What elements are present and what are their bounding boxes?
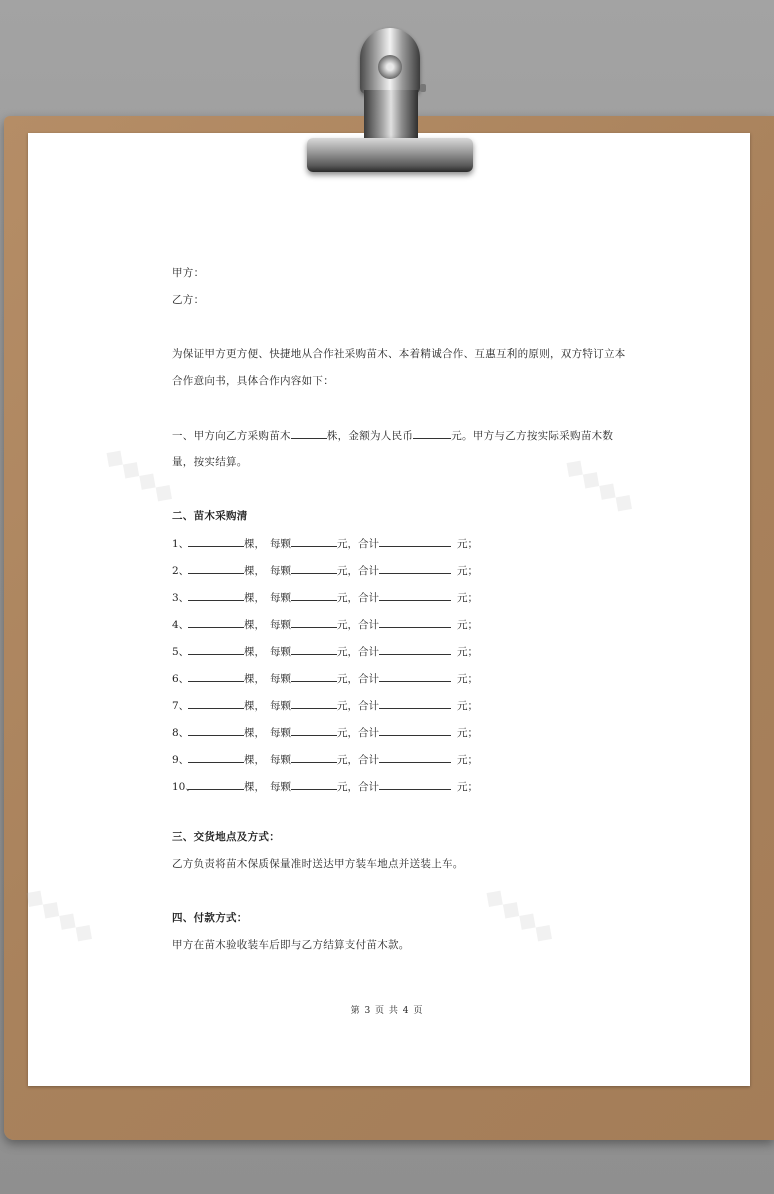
- list-item: [172, 751, 478, 767]
- each-label: 每颗: [270, 700, 291, 712]
- watermark: ◆◆◆◆: [98, 439, 182, 511]
- unit-label: 棵，: [244, 646, 265, 658]
- section-1-text-b: 株，金额为人民币: [326, 430, 414, 442]
- list-item-number: 6、: [172, 673, 190, 685]
- total-blank: [379, 643, 451, 655]
- unit-label: 棵，: [244, 619, 265, 631]
- intro-line-1: 为保证甲方更方便、快捷地从合作社采购苗木、本着精诚合作、互惠互利的原则，双方特订立本: [172, 348, 626, 360]
- unit-label: 棵，: [244, 565, 265, 577]
- each-label: 每颗: [270, 646, 291, 658]
- quantity-blank: [188, 751, 244, 763]
- quantity-blank: [291, 427, 327, 439]
- list-item-number: 1、: [172, 538, 190, 550]
- unit-label: 棵，: [244, 754, 265, 766]
- list-item: [172, 616, 478, 632]
- end-label: 元；: [457, 619, 478, 631]
- section-1-text-c: 元。甲方与乙方按实际采购苗木数: [451, 430, 614, 442]
- unit-label: 棵，: [244, 592, 265, 604]
- quantity-blank: [188, 616, 244, 628]
- list-item: [172, 562, 478, 578]
- total-label: 元，合计: [337, 673, 379, 685]
- list-item: [172, 724, 478, 740]
- quantity-blank: [188, 535, 244, 547]
- unit-price-blank: [291, 562, 337, 574]
- section-4-text: 甲方在苗木验收装车后即与乙方结算支付苗木款。: [172, 939, 410, 951]
- end-label: 元；: [457, 727, 478, 739]
- list-item-number: 8、: [172, 727, 190, 739]
- end-label: 元；: [457, 646, 478, 658]
- list-item-number: 2、: [172, 565, 190, 577]
- end-label: 元；: [457, 781, 478, 793]
- section-1-text-a: 一、甲方向乙方采购苗木: [172, 430, 291, 442]
- unit-price-blank: [291, 589, 337, 601]
- total-blank: [379, 697, 451, 709]
- total-blank: [379, 589, 451, 601]
- list-item: [172, 697, 478, 713]
- unit-price-blank: [291, 724, 337, 736]
- amount-blank: [413, 427, 451, 439]
- total-label: 元，合计: [337, 538, 379, 550]
- total-label: 元，合计: [337, 700, 379, 712]
- total-label: 元，合计: [337, 619, 379, 631]
- each-label: 每颗: [270, 565, 291, 577]
- total-blank: [379, 751, 451, 763]
- total-blank: [379, 778, 451, 790]
- list-item-number: 4、: [172, 619, 190, 631]
- end-label: 元；: [457, 673, 478, 685]
- each-label: 每颗: [270, 754, 291, 766]
- page-footer: 第 3 页 共 4 页: [350, 1006, 424, 1016]
- quantity-blank: [188, 697, 244, 709]
- unit-price-blank: [291, 697, 337, 709]
- total-blank: [379, 616, 451, 628]
- list-item: [172, 778, 478, 794]
- unit-label: 棵，: [244, 700, 265, 712]
- total-blank: [379, 535, 451, 547]
- unit-price-blank: [291, 778, 337, 790]
- quantity-blank: [188, 778, 244, 790]
- total-blank: [379, 670, 451, 682]
- unit-price-blank: [291, 670, 337, 682]
- each-label: 每颗: [270, 727, 291, 739]
- end-label: 元；: [457, 592, 478, 604]
- watermark: ◆◆◆◆: [18, 879, 102, 951]
- total-blank: [379, 562, 451, 574]
- each-label: 每颗: [270, 619, 291, 631]
- party-b-label: 乙方：: [172, 294, 205, 306]
- section-3-text: 乙方负责将苗木保质保量准时送达甲方装车地点并送装上车。: [172, 858, 464, 870]
- section-1-line-1: [172, 427, 613, 443]
- section-3-title: 三、交货地点及方式：: [172, 831, 280, 843]
- total-label: 元，合计: [337, 646, 379, 658]
- each-label: 每颗: [270, 673, 291, 685]
- list-item-number: 5、: [172, 646, 190, 658]
- watermark: ◆◆◆◆: [478, 879, 562, 951]
- intro-line-2: 合作意向书，具体合作内容如下：: [172, 375, 334, 387]
- total-label: 元，合计: [337, 565, 379, 577]
- each-label: 每颗: [270, 592, 291, 604]
- list-item: [172, 670, 478, 686]
- unit-price-blank: [291, 751, 337, 763]
- end-label: 元；: [457, 700, 478, 712]
- end-label: 元；: [457, 538, 478, 550]
- unit-label: 棵，: [244, 781, 265, 793]
- party-a-label: 甲方：: [172, 267, 205, 279]
- watermark: ◆◆◆◆: [558, 449, 642, 521]
- total-label: 元，合计: [337, 727, 379, 739]
- total-label: 元，合计: [337, 754, 379, 766]
- end-label: 元；: [457, 565, 478, 577]
- total-blank: [379, 724, 451, 736]
- list-item: [172, 643, 478, 659]
- list-item-number: 7、: [172, 700, 190, 712]
- list-item-number: 3、: [172, 592, 190, 604]
- list-item-number: 9、: [172, 754, 190, 766]
- unit-label: 棵，: [244, 727, 265, 739]
- unit-label: 棵，: [244, 538, 265, 550]
- each-label: 每颗: [270, 538, 291, 550]
- quantity-blank: [188, 643, 244, 655]
- unit-price-blank: [291, 616, 337, 628]
- quantity-blank: [188, 589, 244, 601]
- unit-price-blank: [291, 643, 337, 655]
- end-label: 元；: [457, 754, 478, 766]
- list-item: [172, 535, 478, 551]
- quantity-blank: [188, 724, 244, 736]
- total-label: 元，合计: [337, 592, 379, 604]
- list-item: [172, 589, 478, 605]
- list-item-number: 10、: [172, 781, 196, 793]
- section-2-title: 二、苗木采购清: [172, 510, 248, 522]
- section-1-line-2: 量，按实结算。: [172, 456, 248, 468]
- unit-price-blank: [291, 535, 337, 547]
- total-label: 元，合计: [337, 781, 379, 793]
- quantity-blank: [188, 562, 244, 574]
- quantity-blank: [188, 670, 244, 682]
- section-4-title: 四、付款方式：: [172, 912, 248, 924]
- each-label: 每颗: [270, 781, 291, 793]
- unit-label: 棵，: [244, 673, 265, 685]
